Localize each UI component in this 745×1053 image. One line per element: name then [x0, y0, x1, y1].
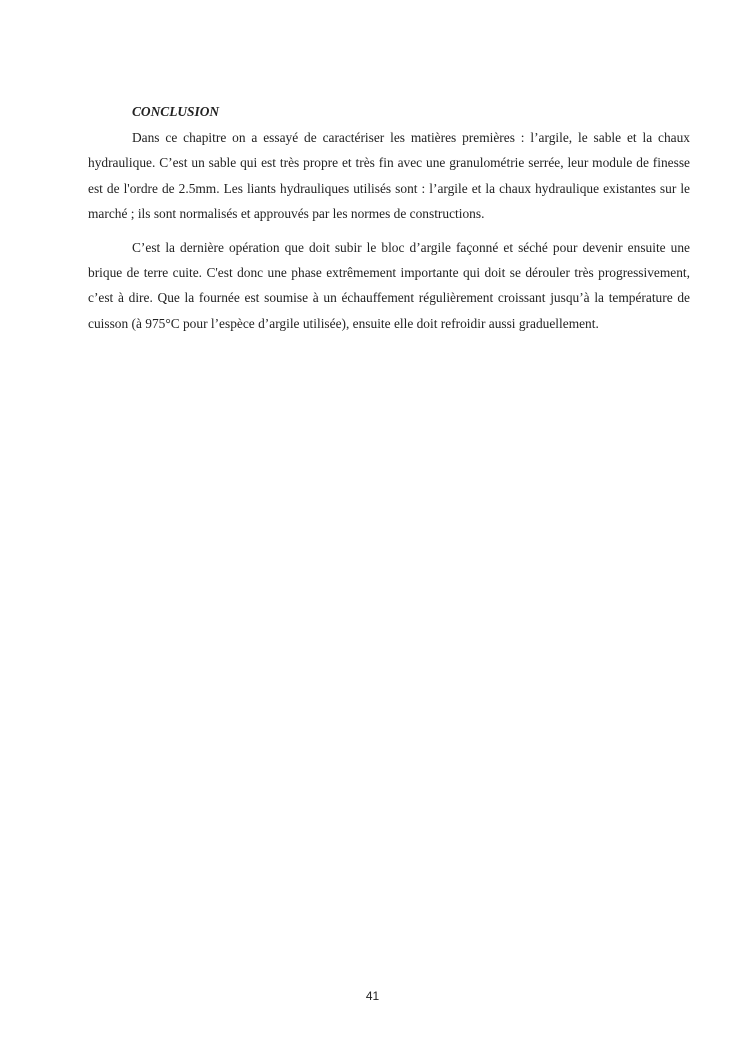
page-content — [88, 101, 690, 336]
page-number: 41 — [365, 989, 380, 1003]
paragraph-1: Dans ce chapitre on a essayé de caractériser les matières premières : l’argile, le sable et la chaux hydraulique. C’est un sable qui est très propre et très fin avec une granulométrie serrée, leur module de finesse est de l'ordre de 2.5mm. Les liants hydrauliques utilisés sont : l’argile et la chaux hydraulique existantes sur le marché ; ils sont normalisés et approuvés par les normes de constructions. — [88, 130, 690, 222]
paragraph-2: C’est la dernière opération que doit subir le bloc d’argile façonné et séché pour devenir ensuite une brique de terre cuite. C'est donc une phase extrêmement importante qui doit se dérouler très progressivement, c’est à dire. Que la fournée est soumise à un échauffement régulièrement croissant jusqu’à la température de cuisson (à 975°C pour l’espèce d’argile utilisée), ensuite elle doit refroidir aussi graduellement. — [88, 239, 690, 331]
section-heading: CONCLUSION — [132, 104, 220, 119]
